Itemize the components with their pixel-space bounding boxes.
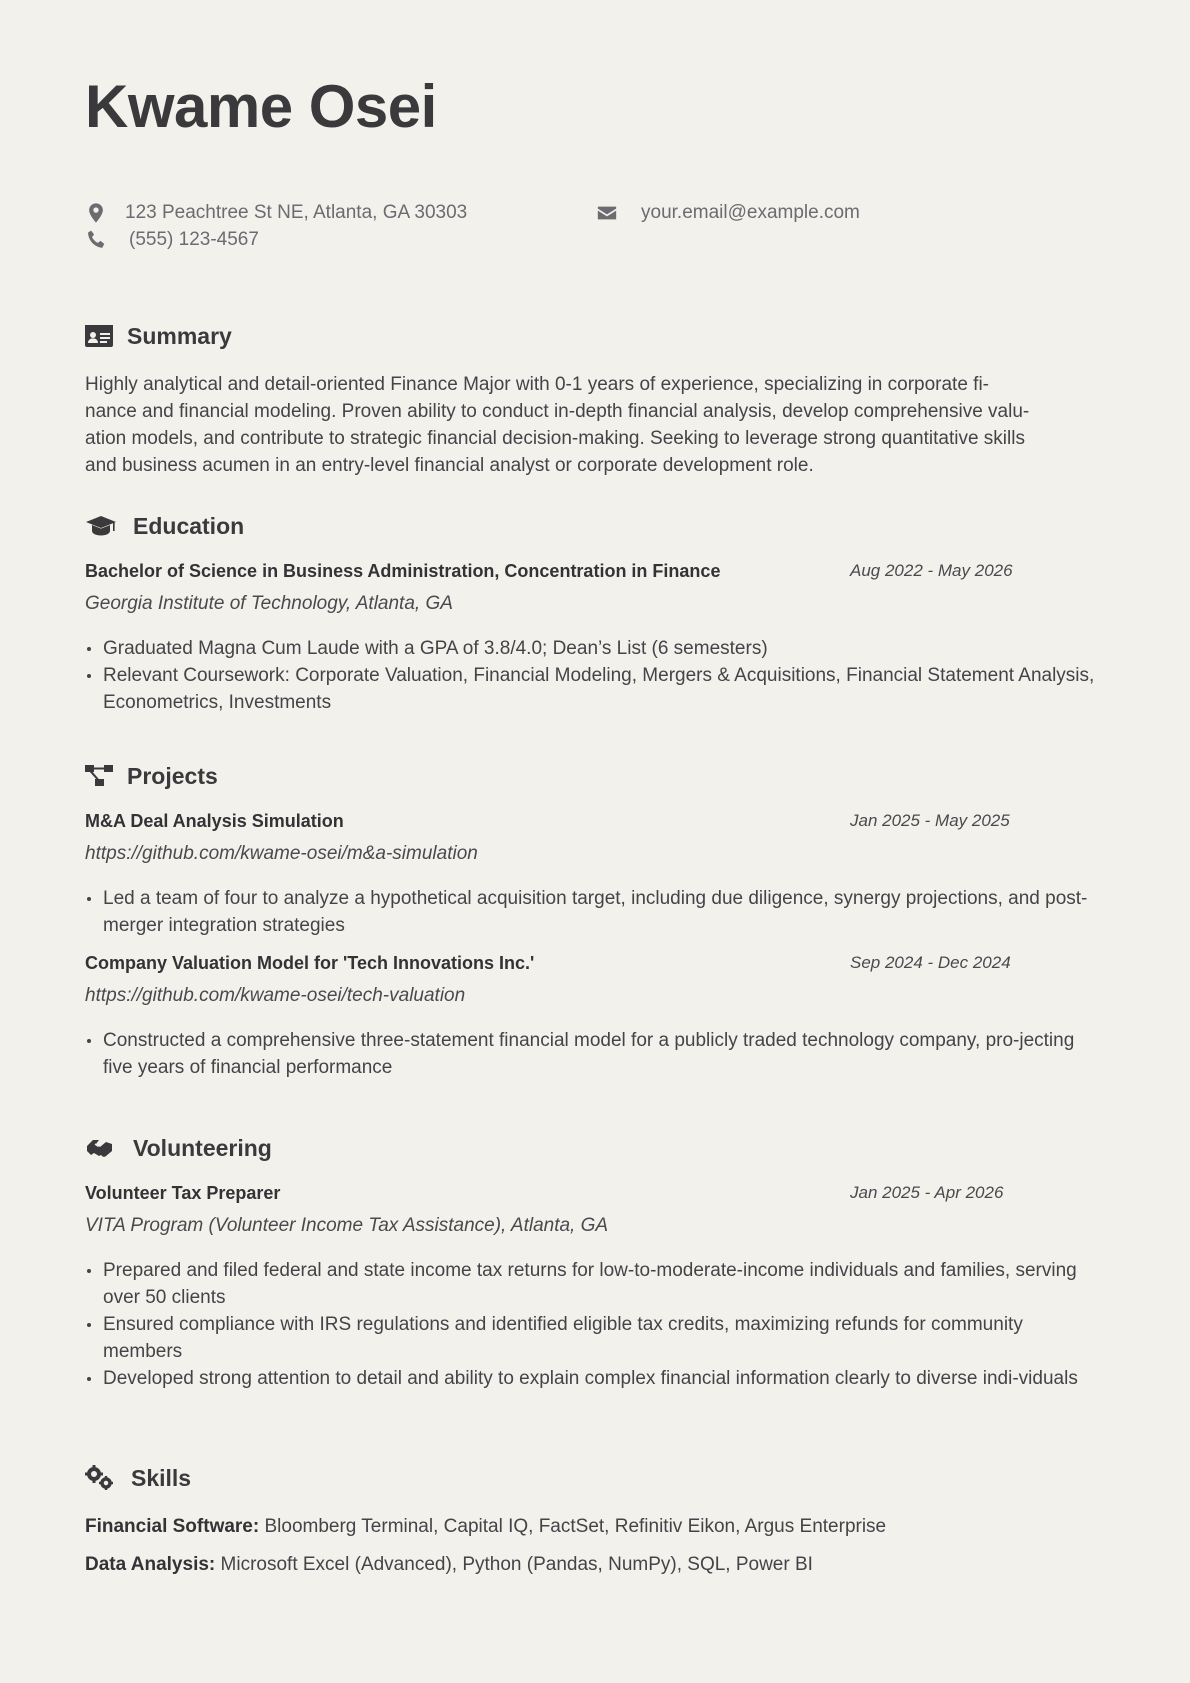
address-row bbox=[85, 202, 467, 224]
skill-value: Bloomberg Terminal, Capital IQ, FactSet, Refinitiv Eikon, Argus Enterprise bbox=[264, 1516, 887, 1537]
summary-line: ation models, and contribute to strategic financial decision-making. Seeking to leverage strong quantitative skills bbox=[85, 428, 1025, 449]
project-date: Jan 2025 - May 2025 bbox=[850, 811, 1010, 830]
skills-section bbox=[85, 1463, 1105, 1578]
education-entry bbox=[85, 561, 1105, 716]
phone-row[interactable] bbox=[85, 229, 259, 251]
skills-heading: Skills bbox=[131, 1464, 192, 1491]
email-link[interactable]: your.email@example.com bbox=[641, 202, 860, 223]
skills-list bbox=[85, 1513, 1105, 1578]
skill-value: Microsoft Excel (Advanced), Python (Pandas, NumPy), SQL, Power BI bbox=[220, 1554, 813, 1575]
school-name: Georgia Institute of Technology, Atlanta, GA bbox=[85, 593, 453, 614]
list-item: Relevant Coursework: Corporate Valuation, Financial Modeling, Mergers & Acquisitions, Financial Statement Analysis, Econometrics, Investments bbox=[103, 662, 1105, 716]
degree-title: Bachelor of Science in Business Administration, Concentration in Finance bbox=[85, 561, 721, 581]
education-bullets bbox=[85, 635, 1105, 716]
list-item: Prepared and filed federal and state income tax returns for low-to-moderate-income individuals and families, serving over 50 clients bbox=[103, 1257, 1105, 1311]
list-item: Developed strong attention to detail and ability to explain complex financial information clearly to diverse indi-viduals bbox=[103, 1365, 1105, 1392]
volunteering-heading: Volunteering bbox=[133, 1134, 272, 1161]
id-card-icon bbox=[85, 323, 113, 349]
project-link[interactable]: https://github.com/kwame-osei/m&a-simulation bbox=[85, 843, 478, 864]
projects-heading: Projects bbox=[127, 762, 218, 789]
education-date: Aug 2022 - May 2026 bbox=[850, 561, 1013, 580]
summary-line: nance and financial modeling. Proven ability to conduct in-depth financial analysis, develop comprehensive valu- bbox=[85, 401, 1030, 422]
address-text: 123 Peachtree St NE, Atlanta, GA 30303 bbox=[125, 202, 468, 223]
summary-heading: Summary bbox=[127, 322, 232, 349]
phone-icon bbox=[85, 229, 107, 251]
project-date: Sep 2024 - Dec 2024 bbox=[850, 953, 1011, 972]
gears-icon bbox=[85, 1465, 115, 1491]
skill-label: Data Analysis: bbox=[85, 1554, 216, 1575]
list-item: Led a team of four to analyze a hypothetical acquisition target, including due diligence, synergy projections, and post-merger integration strategies bbox=[103, 885, 1105, 939]
education-heading: Education bbox=[133, 512, 245, 539]
education-section bbox=[85, 511, 1105, 716]
skill-row bbox=[85, 1513, 1105, 1540]
project-bullets bbox=[85, 885, 1105, 939]
project-entry bbox=[85, 953, 1105, 1081]
skill-label: Financial Software: bbox=[85, 1516, 260, 1537]
project-title: Company Valuation Model for 'Tech Innovations Inc.' bbox=[85, 953, 535, 973]
summary-text bbox=[85, 371, 1105, 479]
project-entry bbox=[85, 811, 1105, 939]
map-marker-icon bbox=[85, 202, 107, 224]
project-diagram-icon bbox=[85, 763, 113, 789]
project-title: M&A Deal Analysis Simulation bbox=[85, 811, 344, 831]
volunteering-entry bbox=[85, 1183, 1105, 1392]
volunteer-org: VITA Program (Volunteer Income Tax Assistance), Atlanta, GA bbox=[85, 1215, 609, 1236]
volunteer-date: Jan 2025 - Apr 2026 bbox=[850, 1183, 1004, 1202]
skill-row bbox=[85, 1551, 1105, 1578]
summary-line: Highly analytical and detail-oriented Finance Major with 0-1 years of experience, specializing in corporate fi- bbox=[85, 374, 990, 395]
summary-line: and business acumen in an entry-level financial analyst or corporate development role. bbox=[85, 455, 814, 476]
summary-section bbox=[85, 321, 1105, 479]
project-link[interactable]: https://github.com/kwame-osei/tech-valuation bbox=[85, 985, 466, 1006]
volunteer-role: Volunteer Tax Preparer bbox=[85, 1183, 281, 1203]
list-item: Constructed a comprehensive three-statement financial model for a publicly traded technology company, pro-jecting five years of financial performance bbox=[103, 1027, 1105, 1081]
volunteering-section bbox=[85, 1133, 1105, 1392]
email-row[interactable] bbox=[595, 202, 860, 224]
project-bullets bbox=[85, 1027, 1105, 1081]
envelope-icon bbox=[595, 202, 619, 224]
handshake-icon bbox=[85, 1135, 117, 1161]
volunteer-bullets bbox=[85, 1257, 1105, 1392]
list-item: Ensured compliance with IRS regulations and identified eligible tax credits, maximizing refunds for community members bbox=[103, 1311, 1105, 1365]
phone-text[interactable]: (555) 123-4567 bbox=[129, 229, 259, 250]
graduation-cap-icon bbox=[85, 513, 117, 539]
candidate-name: Kwame Osei bbox=[85, 73, 437, 140]
projects-section bbox=[85, 761, 1105, 1081]
list-item: Graduated Magna Cum Laude with a GPA of 3.8/4.0; Dean’s List (6 semesters) bbox=[103, 635, 1105, 662]
